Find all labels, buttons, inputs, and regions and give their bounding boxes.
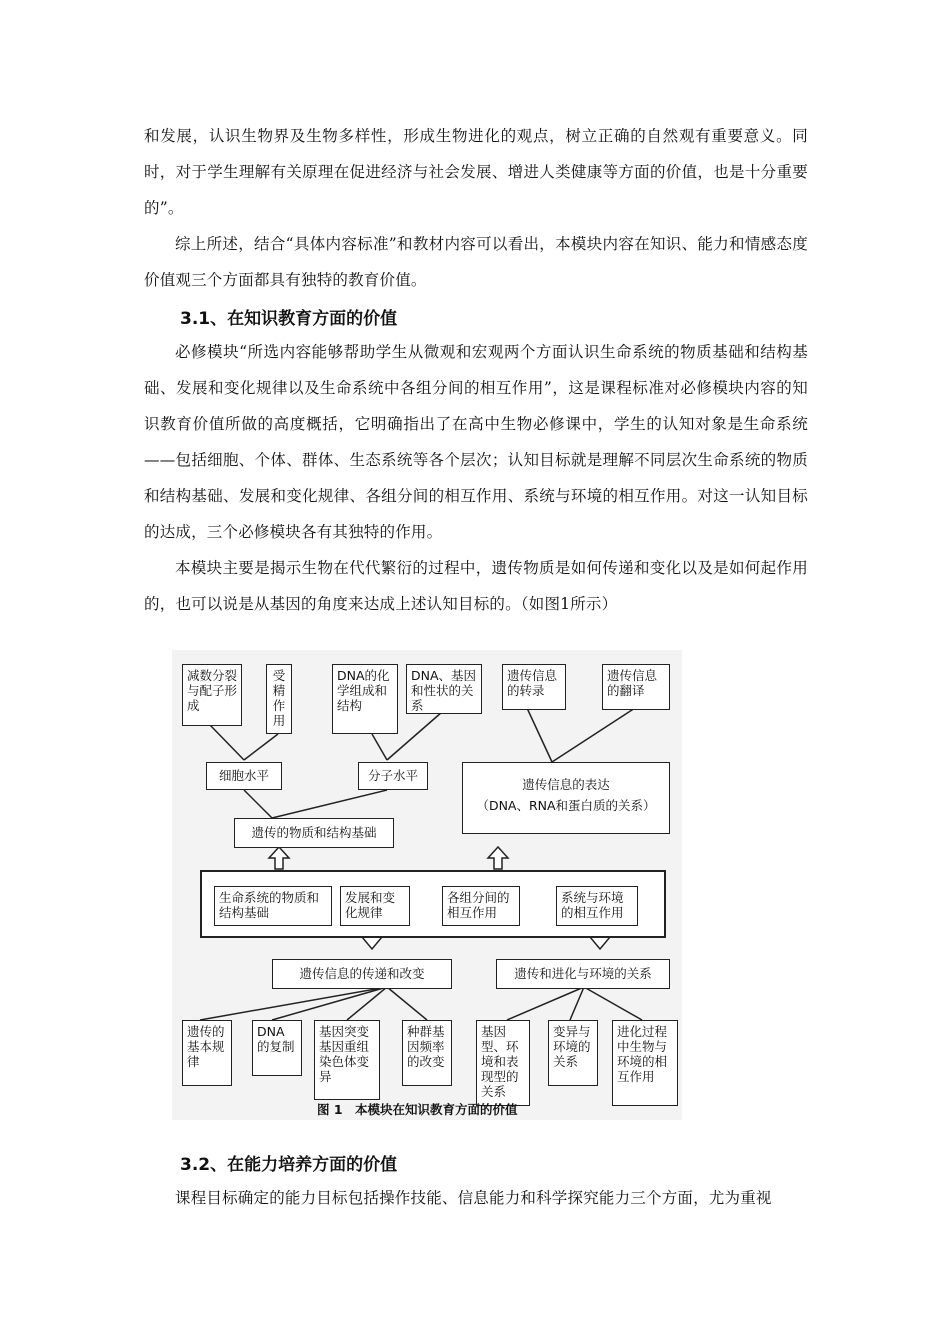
box-meiosis: 减数分裂与配子形成 — [182, 664, 242, 726]
box-gene-frequency: 种群基因频率的改变 — [402, 1020, 452, 1086]
box-molecule-level: 分子水平 — [358, 762, 428, 790]
paragraph-2: 综上所述，结合“具体内容标准”和教材内容可以看出，本模块内容在知识、能力和情感态度价值观三个方面都具有独特的教育价值。 — [144, 235, 808, 289]
box-cell-level: 细胞水平 — [206, 762, 282, 790]
box-basic-laws: 遗传的基本规律 — [182, 1020, 232, 1086]
box-translation: 遗传信息的翻译 — [602, 664, 670, 710]
box-dna-structure: DNA的化学组成和结构 — [332, 664, 398, 734]
box-evolution-interaction: 进化过程中生物与环境的相互作用 — [612, 1020, 678, 1106]
box-variation-environment: 变异与环境的关系 — [548, 1020, 598, 1086]
box-development-change: 发展和变化规律 — [340, 886, 410, 926]
box-dna-gene-trait: DNA、基因和性状的关系 — [406, 664, 482, 714]
box-genetics-evolution-environment: 遗传和进化与环境的关系 — [496, 959, 670, 989]
heading-3-1: 3.1、在知识教育方面的价值 — [180, 309, 398, 329]
box-component-interaction: 各组分间的相互作用 — [442, 886, 520, 926]
paragraph-3: 必修模块“所选内容能够帮助学生从微观和宏观两个方面认识生命系统的物质基础和结构基础、发展和变化规律以及生命系统中各组分间的相互作用”，这是课程标准对必修模块内容的知识教育价值所做的高度概括，它明确指出了在高中生物必修课中，学生的认知对象是生命系统——包括细胞、个体、群体、生态系统等各个层次；认知目标就是理解不同层次生命系统的物质和结构基础、发展和变化规律、各组分间的相互作用、系统与环境的相互作用。对这一认知目标的达成，三个必修模块各有其独特的作用。 — [144, 343, 808, 541]
box-transmission-change: 遗传信息的传递和改变 — [272, 959, 452, 989]
gene-expression-subtitle: （DNA、RNA和蛋白质的关系） — [476, 798, 656, 813]
box-dna-replication: DNA的复制 — [252, 1020, 302, 1076]
box-material-basis: 遗传的物质和结构基础 — [234, 818, 394, 848]
box-genotype-phenotype: 基因型、环境和表现型的关系 — [476, 1020, 530, 1106]
box-system-environment: 系统与环境的相互作用 — [556, 886, 638, 926]
paragraph-4: 本模块主要是揭示生物在代代繁衍的过程中，遗传物质是如何传递和变化以及是如何起作用的，也可以说是从基因的角度来达成上述认知目标的。（如图1所示） — [144, 559, 808, 613]
box-mutation-recombination: 基因突变基因重组染色体变异 — [314, 1020, 380, 1100]
box-gene-expression — [462, 762, 670, 834]
figure-caption: 图 1 本模块在知识教育方面的价值 — [317, 1102, 518, 1117]
gene-expression-title: 遗传信息的表达 — [522, 777, 610, 792]
paragraph-1: 和发展，认识生物界及生物多样性，形成生物进化的观点，树立正确的自然观有重要意义。同时，对于学生理解有关原理在促进经济与社会发展、增进人类健康等方面的价值，也是十分重要的”。 — [144, 127, 808, 217]
figure-1 — [172, 650, 682, 1120]
box-transcription: 遗传信息的转录 — [502, 664, 566, 710]
heading-3-2: 3.2、在能力培养方面的价值 — [180, 1155, 398, 1175]
box-material-structure: 生命系统的物质和结构基础 — [214, 886, 332, 926]
box-fertilization: 受精作用 — [266, 664, 292, 734]
paragraph-5: 课程目标确定的能力目标包括操作技能、信息能力和科学探究能力三个方面，尤为重视 — [175, 1189, 772, 1207]
